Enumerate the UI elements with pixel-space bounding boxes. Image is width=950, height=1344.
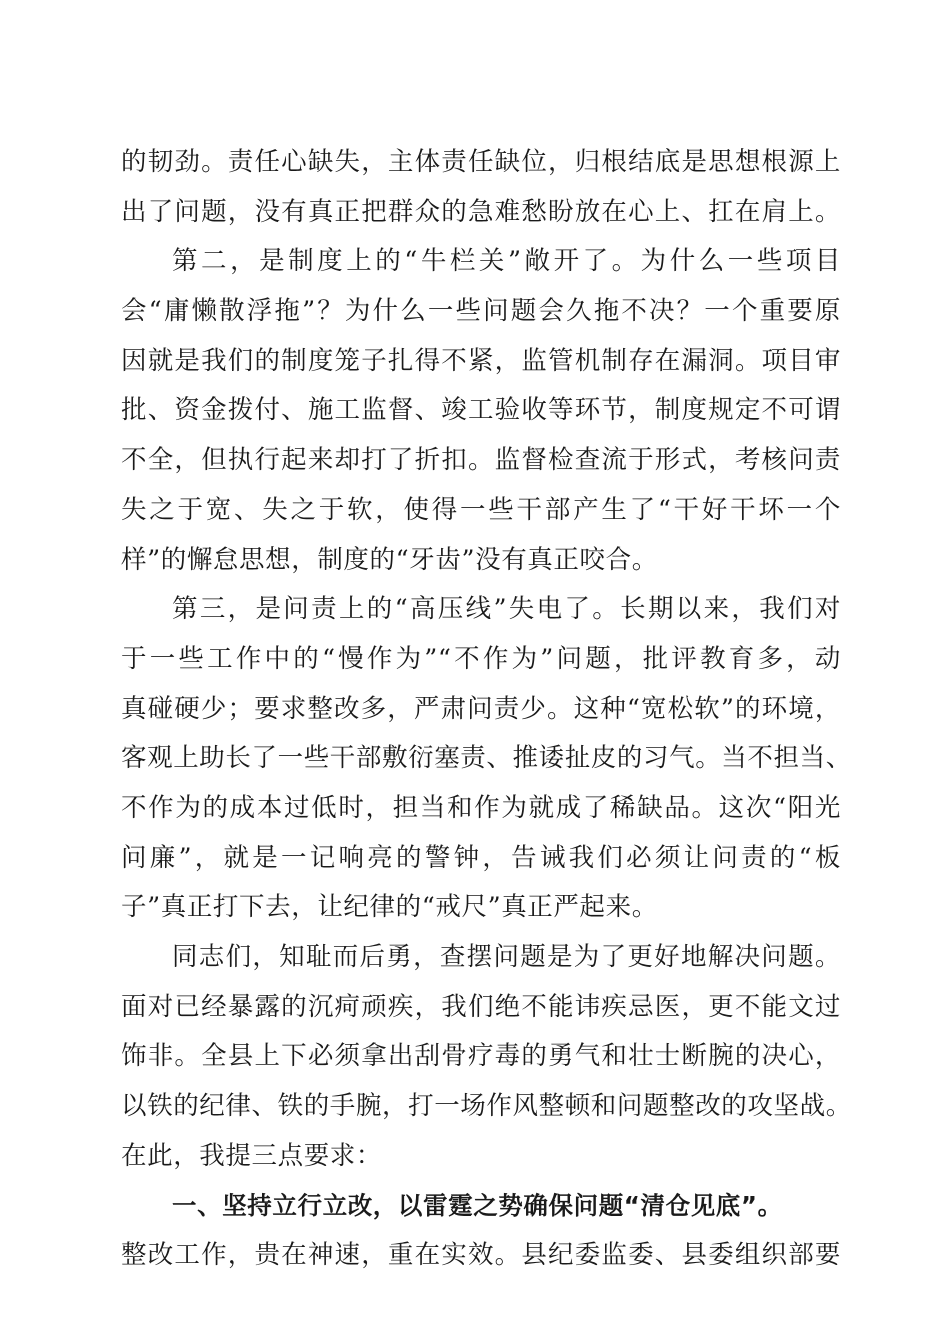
text-line: 会“庸懒散浮拖”？为什么一些问题会久拖不决？一个重要原 bbox=[121, 296, 841, 327]
text-line: 因就是我们的制度笼子扎得不紧，监管机制存在漏洞。项目审 bbox=[121, 345, 841, 376]
text-line: 真碰硬少；要求整改多，严肃问责少。这种“宽松软”的环境， bbox=[121, 693, 841, 724]
text-line: 的韧劲。责任心缺失，主体责任缺位，归根结底是思想根源上 bbox=[121, 147, 841, 177]
text-line: 整改工作，贵在神速，重在实效。县纪委监委、县委组织部要 bbox=[121, 1240, 841, 1271]
text-line: 失之于宽、失之于软，使得一些干部产生了“干好干坏一个 bbox=[121, 494, 841, 525]
text-line: 客观上助长了一些干部敷衍塞责、推诿扯皮的习气。当不担当、 bbox=[121, 743, 852, 774]
paragraph-start-line: 第三，是问责上的“高压线”失电了。长期以来，我们对 bbox=[172, 594, 841, 625]
text-line: 面对已经暴露的沉疴顽疾，我们绝不能讳疾忌医，更不能文过 bbox=[121, 991, 841, 1022]
paragraph-end-line: 子”真正打下去，让纪律的“戒尺”真正严起来。 bbox=[121, 892, 658, 923]
text-line: 不全，但执行起来却打了折扣。监督检查流于形式，考核问责 bbox=[121, 445, 841, 476]
paragraph-end-line: 在此，我提三点要求： bbox=[121, 1140, 383, 1171]
text-line: 批、资金拨付、施工监督、竣工验收等环节，制度规定不可谓 bbox=[121, 395, 841, 426]
paragraph-end-line: 样”的懈怠思想，制度的“牙齿”没有真正咬合。 bbox=[121, 544, 658, 575]
section-heading: 一、坚持立行立改，以雷霆之势确保问题“清仓见底”。 bbox=[172, 1191, 783, 1221]
text-line: 出了问题，没有真正把群众的急难愁盼放在心上、扛在肩上。 bbox=[121, 196, 841, 227]
text-line: 以铁的纪律、铁的手腕，打一场作风整顿和问题整改的攻坚战。 bbox=[121, 1091, 852, 1122]
paragraph-start-line: 同志们，知耻而后勇，查摆问题是为了更好地解决问题。 bbox=[172, 942, 841, 972]
text-line: 问廉”，就是一记响亮的警钟，告诫我们必须让问责的“板 bbox=[121, 842, 841, 873]
text-line: 不作为的成本过低时，担当和作为就成了稀缺品。这次“阳光 bbox=[121, 792, 841, 823]
paragraph-start-line: 第二，是制度上的“牛栏关”敞开了。为什么一些项目 bbox=[172, 246, 841, 277]
text-line: 于一些工作中的“慢作为”“不作为”问题，批评教育多，动 bbox=[121, 643, 841, 674]
text-line: 饰非。全县上下必须拿出刮骨疗毒的勇气和壮士断腕的决心， bbox=[121, 1041, 841, 1072]
document-body bbox=[121, 138, 852, 1281]
